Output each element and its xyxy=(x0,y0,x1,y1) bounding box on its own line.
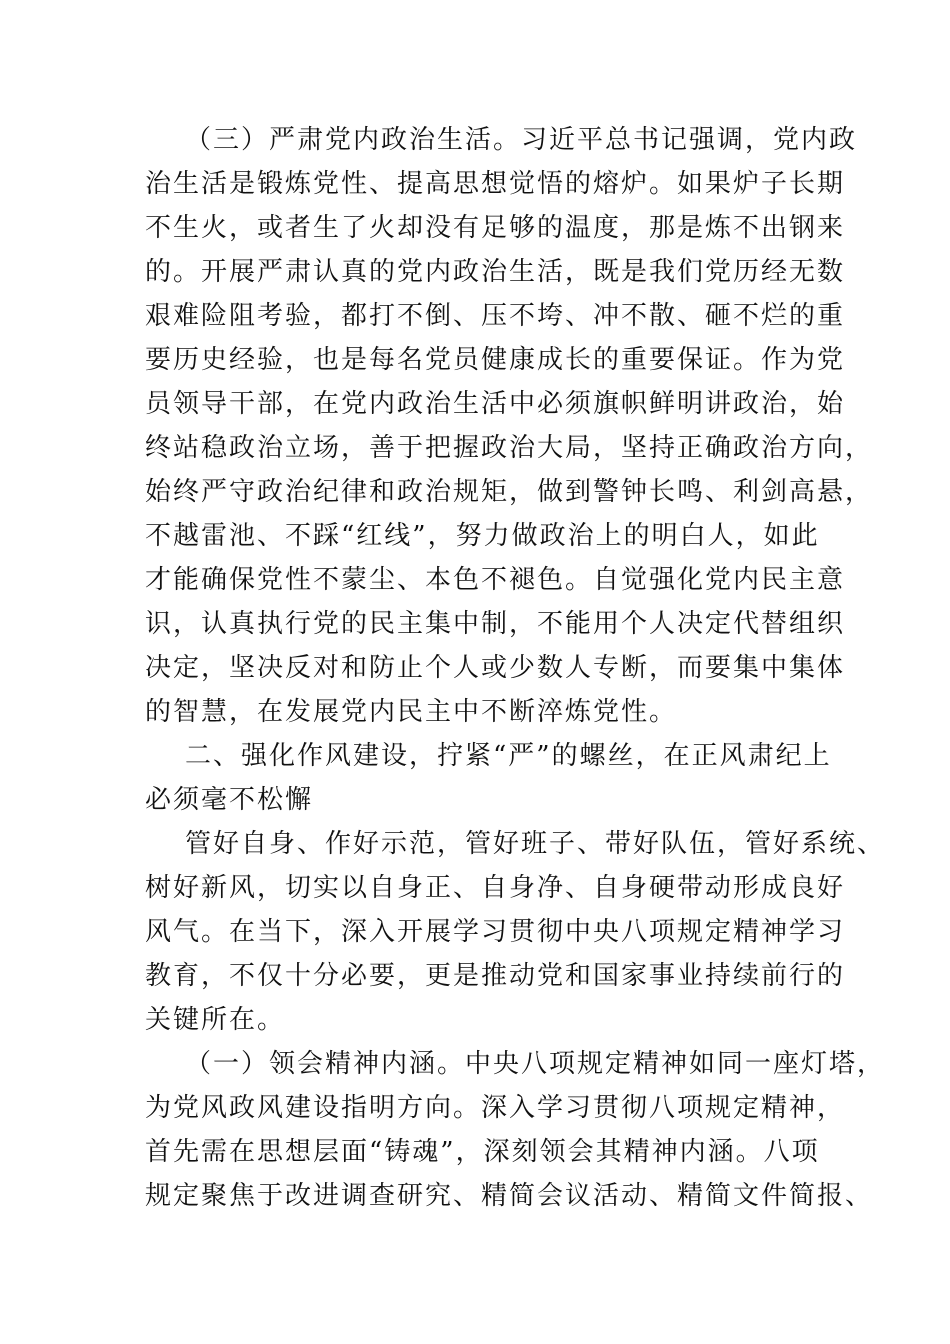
text-line: 管好自身、作好示范，管好班子、带好队伍，管好系统、 xyxy=(185,829,886,859)
text-line: 识，认真执行党的民主集中制，不能用个人决定代替组织 xyxy=(145,609,846,639)
section-heading xyxy=(145,734,832,822)
text-line: 才能确保党性不蒙尘、本色不褪色。自觉强化党内民主意 xyxy=(145,565,846,595)
text-line: 的。开展严肃认真的党内政治生活，既是我们党历经无数 xyxy=(145,257,846,287)
text-line: 要历史经验，也是每名党员健康成长的重要保证。作为党 xyxy=(145,345,846,375)
text-line: 始终严守政治纪律和政治规矩，做到警钟长鸣、利剑高悬， xyxy=(145,477,874,507)
text-line: 决定，坚决反对和防止个人或少数人专断，而要集中集体 xyxy=(145,653,846,683)
text-line: （一）领会精神内涵。中央八项规定精神如同一座灯塔， xyxy=(185,1049,886,1079)
text-line: 首先需在思想层面“铸魂”，深刻领会其精神内涵。八项 xyxy=(145,1137,820,1167)
text-line: 树好新风，切实以自身正、自身净、自身硬带动形成良好 xyxy=(145,873,846,903)
text-line: 终站稳政治立场，善于把握政治大局，坚持正确政治方向， xyxy=(145,433,874,463)
text-line: 为党风政风建设指明方向。深入学习贯彻八项规定精神， xyxy=(145,1093,846,1123)
text-line: 的智慧，在发展党内民主中不断淬炼党性。 xyxy=(145,697,678,727)
text-line: 必须毫不松懈 xyxy=(145,785,314,815)
text-line: 风气。在当下，深入开展学习贯彻中央八项规定精神学习 xyxy=(145,917,846,947)
text-line: 不越雷池、不踩“红线”，努力做政治上的明白人，如此 xyxy=(145,521,820,551)
paragraph xyxy=(145,118,874,734)
text-line: 教育，不仅十分必要，更是推动党和国家事业持续前行的 xyxy=(145,961,846,991)
text-line: （三）严肃党内政治生活。习近平总书记强调，党内政 xyxy=(185,125,858,155)
text-line: 治生活是锻炼党性、提高思想觉悟的熔炉。如果炉子长期 xyxy=(145,169,846,199)
text-line: 员领导干部，在党内政治生活中必须旗帜鲜明讲政治，始 xyxy=(145,389,846,419)
paragraph xyxy=(145,1042,886,1218)
text-line: 不生火，或者生了火却没有足够的温度，那是炼不出钢来 xyxy=(145,213,846,243)
document-body xyxy=(145,118,886,1218)
text-line: 规定聚焦于改进调查研究、精简会议活动、精简文件简报、 xyxy=(145,1181,874,1211)
text-line: 二、强化作风建设，拧紧“严”的螺丝，在正风肃纪上 xyxy=(185,741,832,771)
paragraph xyxy=(145,822,886,1042)
text-line: 艰难险阻考验，都打不倒、压不垮、冲不散、砸不烂的重 xyxy=(145,301,846,331)
text-line: 关键所在。 xyxy=(145,1005,286,1035)
